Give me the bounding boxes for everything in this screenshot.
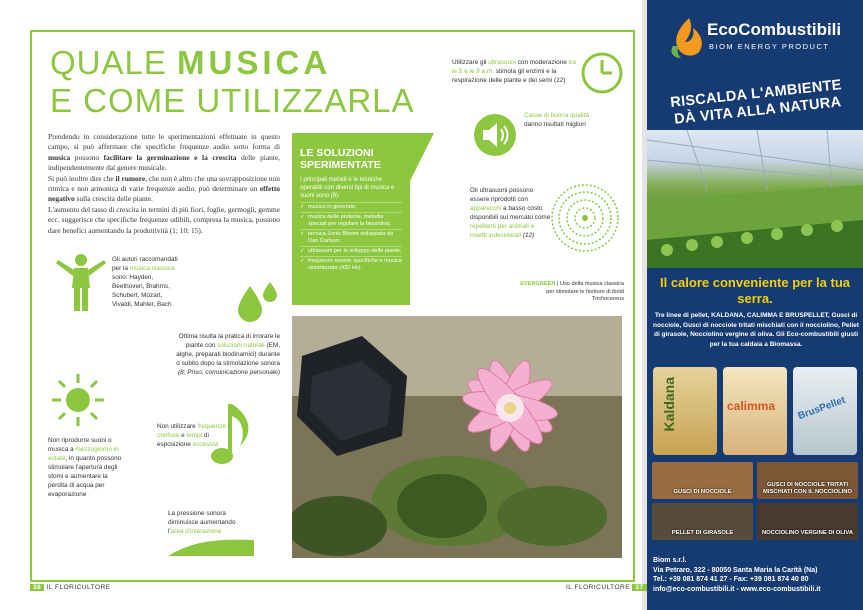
sun-icon bbox=[50, 372, 106, 428]
company-web: info@eco-combustibili.it - www.eco-combustibili.it bbox=[653, 585, 821, 593]
conductor-icon bbox=[52, 252, 110, 314]
speaker-note: Casse di buona qualità danno risultati migliori bbox=[524, 112, 590, 128]
solutions-list bbox=[300, 202, 402, 273]
intro-text: Prendendo in considerazione tutte le sperimentazioni effettuate in questo campo, si può affermare che specifiche frequenze audio sotto forma di musica possono facilitare la germinazione e la crescita delle piante, indipendentemente dal genere musicale. Si può inoltre dire che il rumore, che non è altro che una sovrapposizione non ritmica e non armonica di varie frequenze audio, può determinare un effetto negativo sulla crescita delle piante. L'aumento del tasso di crescita in termini di più fiori, foglie, germogli, gemme ecc. suggerisce che specifiche frequenze udibili, compresa la musica, possono dare benefici aumentando la produttività (1; 10; 15). bbox=[48, 132, 280, 235]
brand-tagline: BIOM ENERGY PRODUCT bbox=[709, 42, 830, 51]
solutions-lead: I principali metodi e le tecniche operabili con diversi tipi di musica e suoni sono (8): bbox=[300, 177, 395, 199]
tile-sunflower-pellet: PELLET DI GIRASOLE bbox=[652, 503, 753, 540]
page-number-right: 37 bbox=[632, 584, 646, 591]
eco-logo bbox=[667, 16, 857, 60]
company-name: Biom s.r.l. bbox=[653, 557, 687, 564]
greenhouse-photo bbox=[647, 130, 863, 268]
device-note: Gli ultrasuoni possono essere riprodotti con apparecchi a basso costo disponibili sul mercato come repellenti per animali e insetti indesiderati (12) bbox=[470, 187, 551, 239]
bag-kaldana-label: Kaldana bbox=[661, 377, 677, 432]
photo-caption: EVERGREEN | Uso della musica classica per stimolare le fioriture di ibridi Trichocereus bbox=[520, 281, 624, 303]
water-note: Ottima risulta la pratica di irrorare le piante con soluzioni naturali (EM, alghe, preparati biodinamici) durante o subito dopo la stimolazione sonora (8; Priso, comunicazione personale) bbox=[176, 333, 280, 376]
ad-subheadline: Il calore conveniente per la tua serra. bbox=[659, 275, 850, 306]
ad-headline: RISCALDA L'AMBIENTE DÀ VITA ALLA NATURA bbox=[669, 77, 843, 128]
footer-right bbox=[566, 584, 647, 591]
product-bags bbox=[651, 367, 859, 457]
footer-left-label: IL FLORICULTORE bbox=[46, 584, 111, 591]
speaker-icon bbox=[473, 113, 517, 157]
water-drops-icon bbox=[236, 280, 280, 326]
solutions-heading: LE SOLUZIONI SPERIMENTATE bbox=[300, 147, 381, 171]
tile-crushed-shells: GUSCI DI NOCCIOLE TRITATI MISCHIATI CON IL NOCCIOLINO bbox=[757, 462, 858, 499]
hill-icon bbox=[168, 534, 254, 556]
solutions-box bbox=[292, 133, 410, 305]
bag-bruspellet-label: BrusPellet bbox=[796, 394, 847, 423]
pressure-note: La pressione sonora diminuisce aumentando l'area d'interazione bbox=[168, 510, 236, 535]
list-item: ✓ tecnica Sonic Bloom sviluppata da Dan Carlson; bbox=[300, 229, 402, 246]
list-item: ✓ musica delle proteine, melodie speciali per regolare la biosintesi; bbox=[300, 212, 402, 229]
ultrasound-note: Utilizzare gli ultrasuoni con moderazione tra le 5 e le 9 a.m. stimola gli enzimi e la respirazione delle piante e dei semi (12) bbox=[452, 59, 576, 84]
page-title bbox=[50, 44, 415, 120]
sound-waves-icon bbox=[550, 183, 620, 253]
page-number-left: 36 bbox=[30, 584, 44, 591]
ad-description: Tre linee di pellet, KALDANA, CALIMMA E BRUSPELLET, Gusci di nocciole, Gusci di nocciole tritati mischiati con il nocciolino, Pellet di girasole, Nocciolino vergine di oliva. Gli Eco-combustibili giusti per la tua caldaia a Biomassa. bbox=[653, 312, 859, 348]
bag-calimma bbox=[723, 367, 787, 455]
photo-illustration bbox=[292, 316, 622, 558]
clock-icon bbox=[580, 51, 624, 95]
company-phone: Tel.: +39 081 874 41 27 - Fax: +39 081 874 40 80 bbox=[653, 576, 809, 583]
list-item: ✓ frequenze sonore specifiche e musica sintonizzata (432 Hz). bbox=[300, 256, 402, 273]
tile-olive-pit: NOCCIOLINO VERGINE DI OLIVA bbox=[757, 503, 858, 540]
list-item: ✓ musica in generale; bbox=[300, 202, 402, 212]
ad-contact bbox=[653, 556, 861, 594]
frequency-note: Non utilizzare frequenze confuse e tempi di esposizione eccessivi bbox=[157, 423, 226, 448]
title-line1-prefix: QUALE bbox=[50, 44, 178, 81]
title-line1-bold: MUSICA bbox=[177, 44, 332, 81]
footer-right-label: IL FLORICULTORE bbox=[566, 584, 631, 591]
flame-logo-icon bbox=[667, 16, 709, 60]
product-tiles bbox=[652, 462, 858, 540]
list-item: ✓ ultrasuoni per lo sviluppo delle piante; bbox=[300, 246, 402, 256]
sun-note: Non riprodurre suoni o musica a mezzogiorno in estate, in quanto possono stimolare l'apertura degli stomi e aumentare la perdita di acqua per evaporazione bbox=[48, 437, 122, 498]
tile-hazelnut-shells: GUSCI DI NOCCIOLE bbox=[652, 462, 753, 499]
footer-left bbox=[30, 584, 111, 591]
company-address: Via Petraro, 322 - 80050 Santa Maria la Carità (Na) bbox=[653, 566, 818, 574]
title-line2: E COME UTILIZZARLA bbox=[50, 82, 415, 119]
intro-p3: L'aumento del tasso di crescita in termini di più fiori, foglie, germogli, gemme ecc. suggerisce che specifiche frequenze udibili, compresa la musica, possono dare benefici aumentando la produttività (1; 10; 15). bbox=[48, 204, 280, 235]
greenhouse-illustration bbox=[647, 130, 863, 268]
bag-kaldana bbox=[653, 367, 717, 455]
brand-name: EcoCombustibili bbox=[707, 20, 842, 39]
cactus-flower-photo bbox=[292, 316, 622, 558]
bag-calimma-label: calimma bbox=[727, 399, 776, 413]
authors-note: Gli autori raccomandati per la musica classica sono: Hayden, Beethoven, Brahms, Schubert, Mozart, Vivaldi, Mahler, Bach bbox=[112, 256, 178, 308]
bag-bruspellet bbox=[793, 367, 857, 455]
